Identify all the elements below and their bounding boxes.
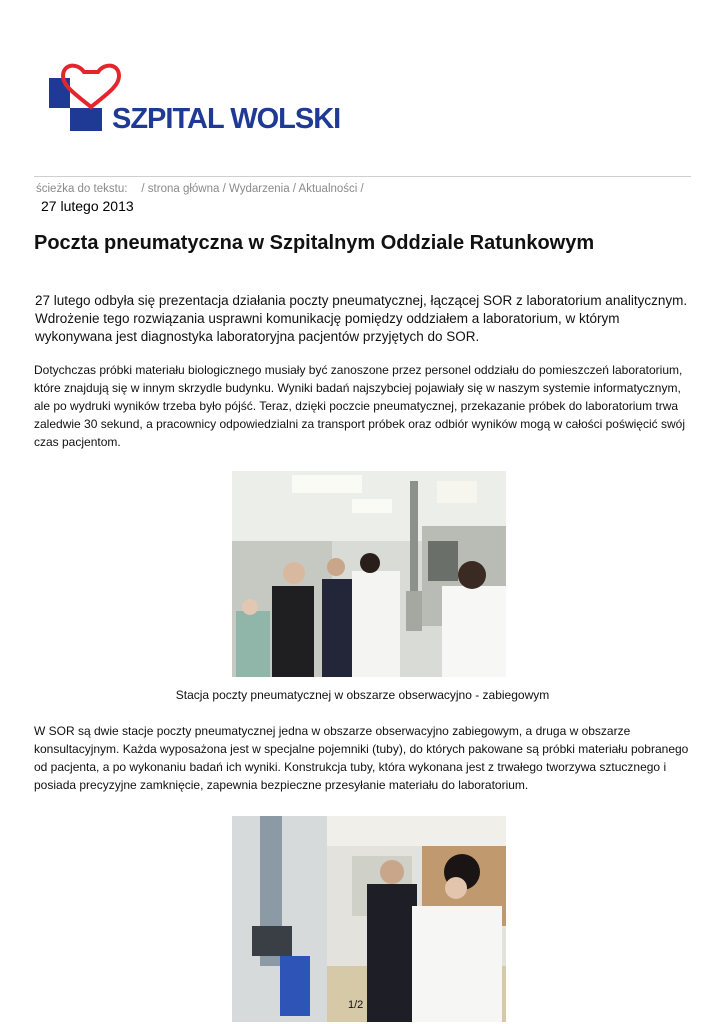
page-number: 1/2 xyxy=(348,999,364,1011)
photo-pneumatic-station xyxy=(232,471,506,677)
article-title: Poczta pneumatyczna w Szpitalnym Oddziale Ratunkowym xyxy=(34,232,595,254)
breadcrumb-label: ścieżka do tekstu: xyxy=(36,183,128,195)
photo-tube-demo xyxy=(232,816,506,1022)
photo-caption: Stacja poczty pneumatycznej w obszarze obserwacyjno - zabiegowym xyxy=(175,688,550,702)
breadcrumb-trail[interactable]: / strona główna / Wydarzenia / Aktualności / xyxy=(141,183,364,195)
logo-wordmark: SZPITAL WOLSKI xyxy=(112,103,341,135)
breadcrumb xyxy=(36,183,364,195)
article-lead: 27 lutego odbyła się prezentacja działania poczty pneumatycznej, łączącej SOR z laboratorium analitycznym. Wdrożenie tego rozwiązania usprawni komunikację pomiędzy oddziałem a laboratorium, w którym wykonywana jest diagnostyka laboratoryjna pacjentów przyjętych do SOR. xyxy=(35,293,688,344)
article-date: 27 lutego 2013 xyxy=(41,198,134,214)
header-divider xyxy=(34,176,691,177)
article-paragraph: W SOR są dwie stacje poczty pneumatycznej jedna w obszarze obserwacyjno zabiegowym, a druga w obszarze konsultacyjnym. Każda wyposażona jest w specjalne pojemniki (tuby), do których pakowane są próbki materiału pobranego od pacjenta, a po wykonaniu badań ich wyniki. Konstrukcja tuby, która wykonana jest z trwałego tworzywa sztucznego i posiada precyzyjne zamknięcie, zapewnia bezpieczne przesyłanie materiału do laboratorium. xyxy=(34,724,689,792)
article-paragraph: Dotychczas próbki materiału biologicznego musiały być zanoszone przez personel oddziału do pomieszczeń laboratorium, które znajdują się w innym skrzydle budynku. Wyniki badań najszybciej pojawiały się w naszym systemie informatycznym, ale po wydruki wyników trzeba było pójść. Teraz, dzięki poczcie pneumatycznej, przekazanie próbek do laboratorium trwa zaledwie 30 sekund, a pracownicy odpowiedzialni za transport próbek oraz odbiór wyników mogą w całości poświęcić swój czas pacjentom. xyxy=(34,363,685,449)
